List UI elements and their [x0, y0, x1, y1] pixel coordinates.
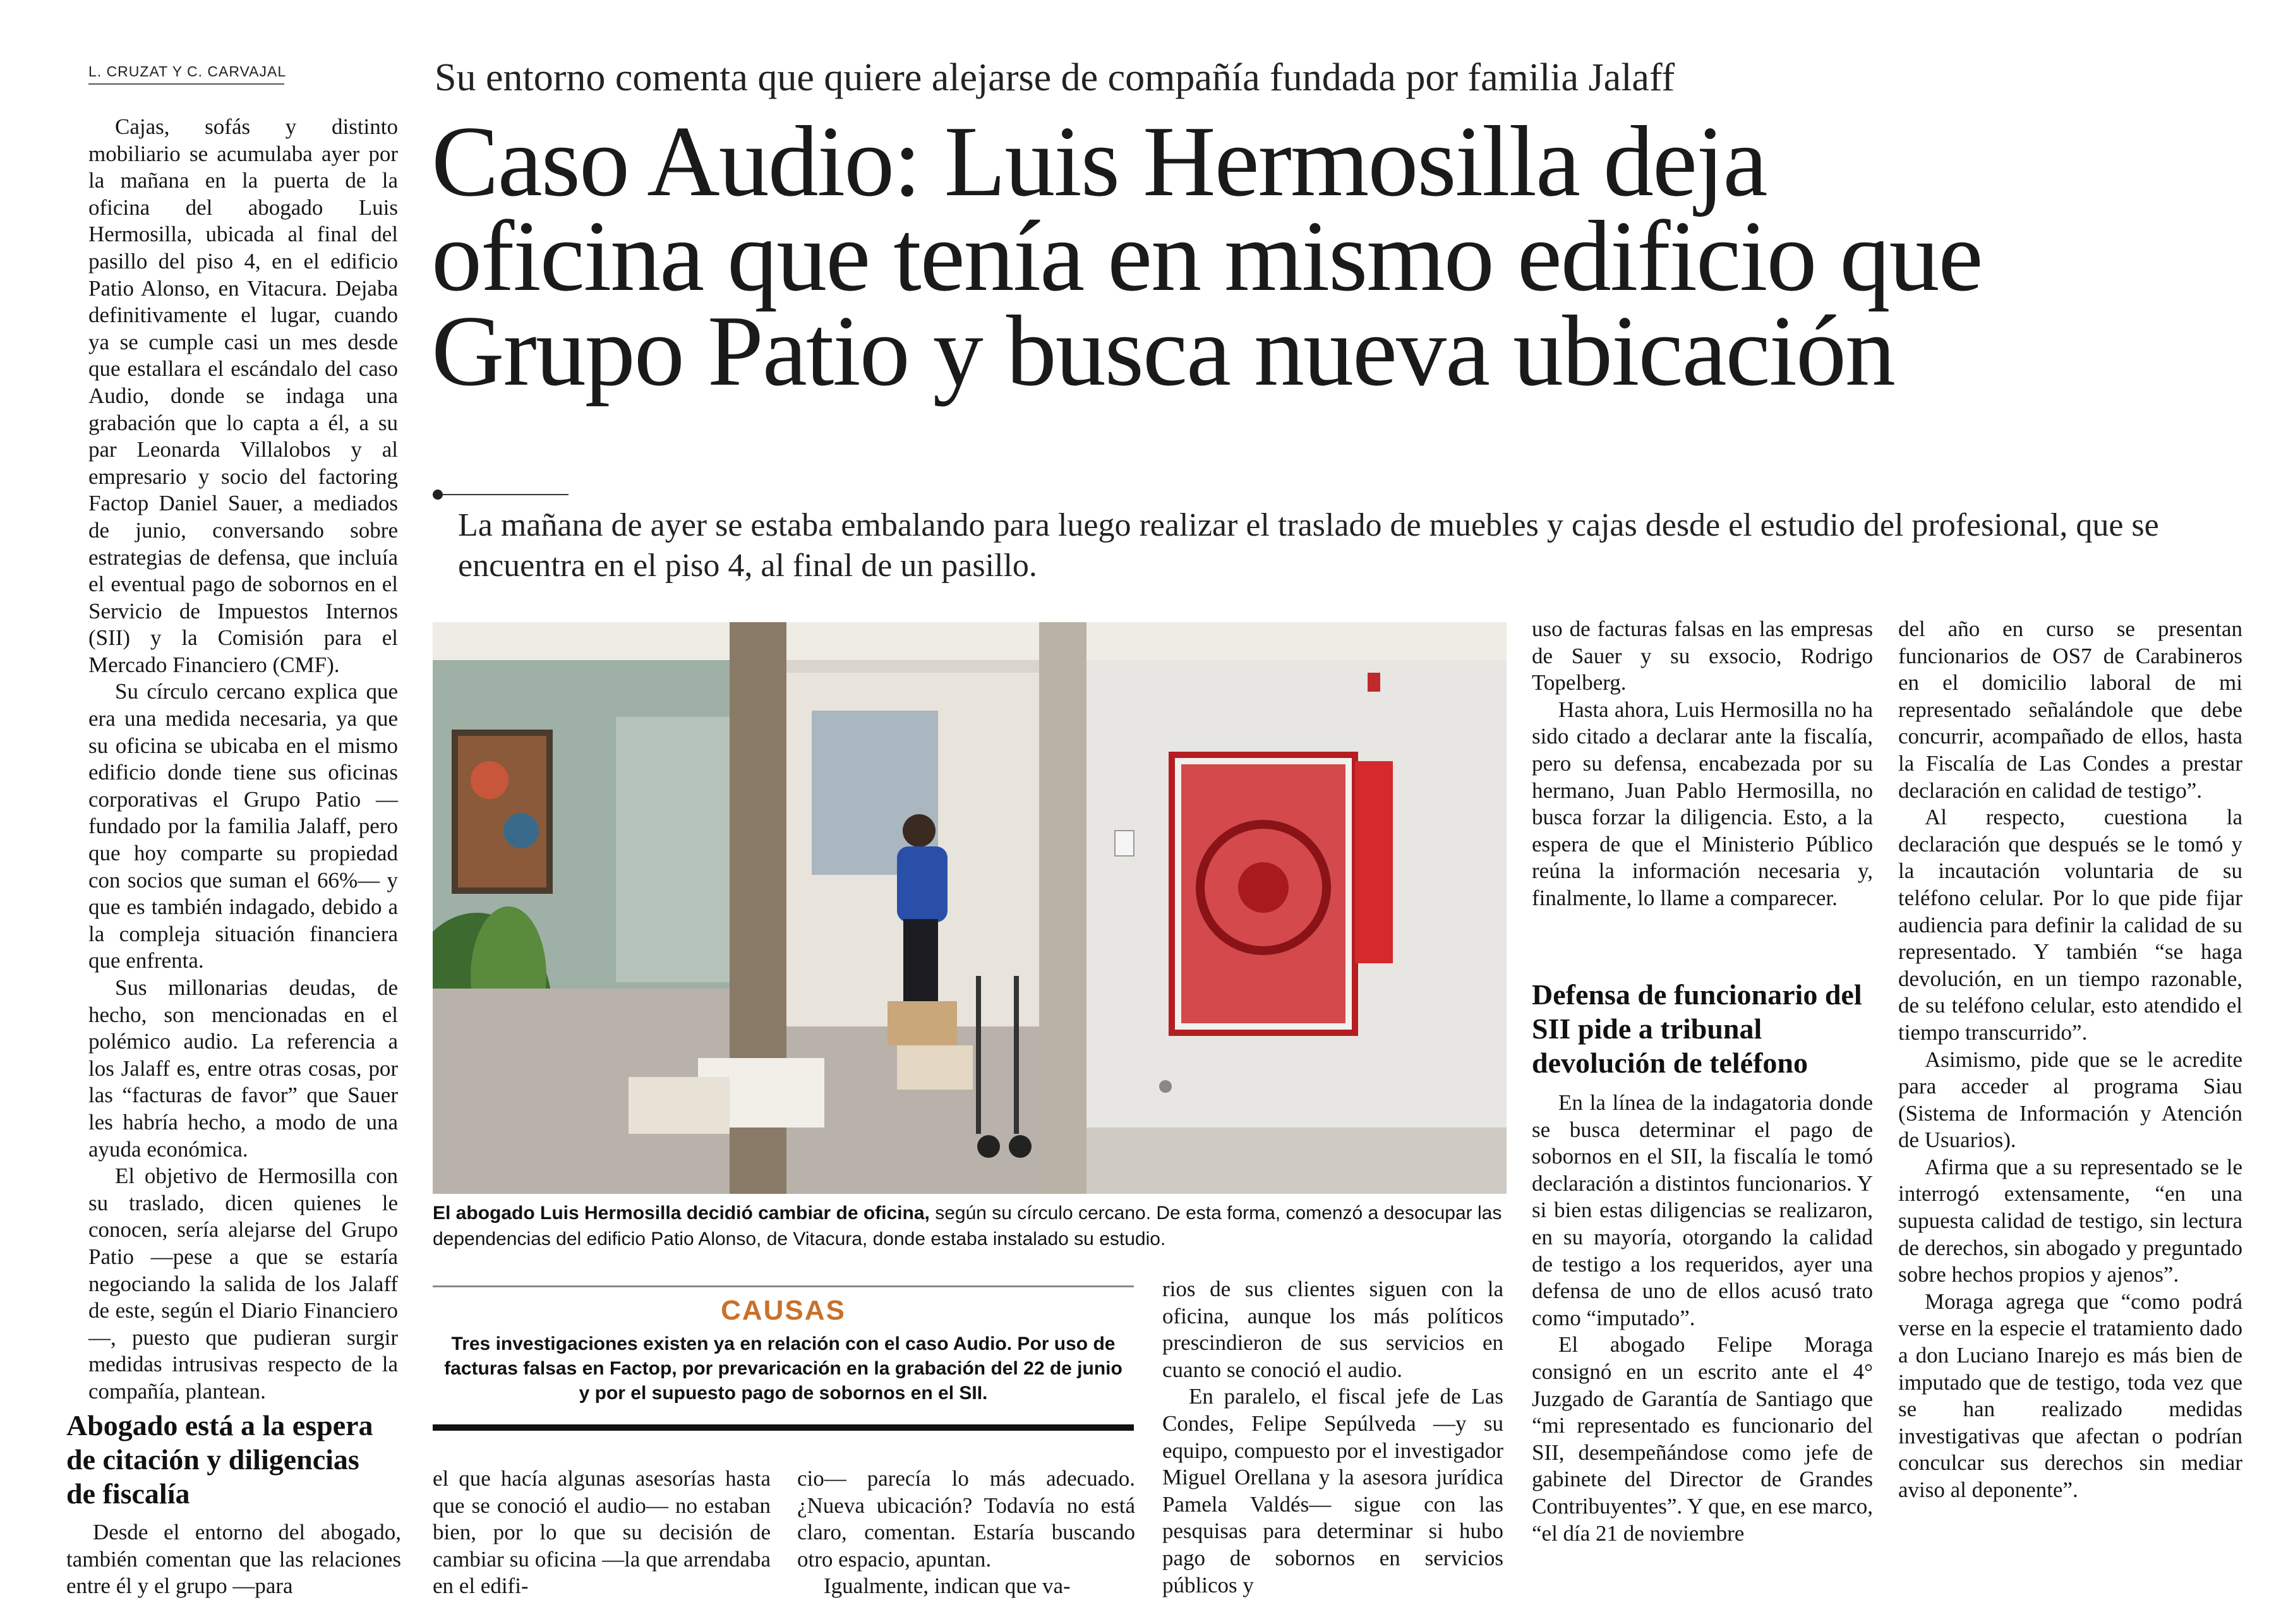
- office-photo: [433, 622, 1507, 1194]
- caption-lead: El abogado Luis Hermosilla decidió cambiar de oficina,: [433, 1203, 930, 1224]
- paragraph: El abogado Felipe Moraga consignó en un escrito ante el 4° Juzgado de Garantía de Santiago que “mi representado es funcionario del SII, desempeñándose como jefe de gabinete del Director de Grandes Contribuyentes”. Y que, en ese marco, “el día 21 de noviembre: [1532, 1332, 1873, 1546]
- causas-title: CAUSAS: [721, 1295, 846, 1326]
- paragraph: rios de sus clientes siguen con la oficina, aunque los más políticos prescindieron de sus servicios en cuanto se conoció el audio.: [1162, 1277, 1503, 1382]
- column-1: [88, 114, 398, 1405]
- column-4: [1162, 1276, 1503, 1599]
- headline-line: Caso Audio: Luis Hermosilla deja: [431, 105, 1767, 217]
- causas-top-rule: [433, 1285, 1134, 1287]
- paragraph: Desde el entorno del abogado, también comentan que las relaciones entre él y el grupo —para: [66, 1520, 401, 1599]
- paragraph: uso de facturas falsas en las empresas de Sauer y su exsocio, Rodrigo Topelberg.: [1532, 617, 1873, 695]
- causas-body: Tres investigaciones existen ya en relación con el caso Audio. Por uso de facturas falsas en Factop, por prevaricación en la grabación del 22 de junio y por el supuesto pago de sobornos en el SII.: [444, 1333, 1122, 1404]
- column-2: [433, 1465, 771, 1600]
- paragraph: Su círculo cercano explica que era una medida necesaria, ya que su oficina se ubicaba en el mismo edificio donde tiene sus oficinas corporativas el Grupo Patio —fundado por la familia Jalaff, pero que hoy comparte su propiedad con socios que suman el 66%— y que es también indagado, debido a la compleja situación financiera que enfrenta.: [88, 679, 398, 973]
- column-3: [797, 1465, 1135, 1600]
- byline-rule: [88, 83, 284, 85]
- paragraph: Al respecto, cuestiona la declaración que después se le tomó y la incautación voluntaria de su teléfono celular. Por lo que pide fijar audiencia para definir la calidad de su representado. Y también “se haga devolución, en un tiempo razonable, de su teléfono celular, esto atendido el tiempo transcurrido”.: [1898, 805, 2242, 1045]
- column-5: [1532, 616, 1873, 912]
- paragraph: cio— parecía lo más adecuado. ¿Nueva ubicación? Todavía no está claro, comentan. Estaría buscando otro espacio, apuntan.: [797, 1466, 1135, 1572]
- byline: L. CRUZAT Y C. CARVAJAL: [88, 63, 287, 80]
- bullet-dot: [433, 490, 443, 500]
- paragraph: En la línea de la indagatoria donde se busca determinar el pago de sobornos en el SII, la fiscalía le tomó declaración a distintos funcionarios. Y si bien estas diligencias se realizaron, en su mayoría, otorgando la calidad de testigo a los requeridos, ayer una defensa de uno de ellos acusó trato como “imputado”.: [1532, 1090, 1873, 1330]
- causas-bottom-rule: [433, 1424, 1134, 1431]
- column-6: [1898, 616, 2242, 1504]
- office-photo-icon: [433, 622, 1507, 1194]
- subhead-defensa: Defensa de funcionario del SII pide a tribunal devolución de teléfono: [1532, 978, 1862, 1079]
- subhead-abogado: Abogado está a la espera de citación y diligencias de fiscalía: [66, 1409, 373, 1510]
- deck-rule: [442, 494, 569, 495]
- paragraph: El objetivo de Hermosilla con su traslado, dicen quienes le conocen, sería alejarse del Grupo Patio —pese a que se estaría negociando la salida de los Jalaff de este, según el Diario Financiero—, puesto que pudieran surgir medidas intrusivas respecto de la compañía, plantean.: [88, 1164, 398, 1404]
- column-5-bottom: [1532, 1090, 1873, 1547]
- headline-line: Grupo Patio y busca nueva ubicación: [431, 294, 1895, 407]
- paragraph: Igualmente, indican que va-: [824, 1573, 1071, 1599]
- headline: [431, 105, 2276, 407]
- paragraph: Moraga agrega que “como podrá verse en la especie el tratamiento dado a don Luciano Inarejo es más bien de imputado que de testigo, toda vez que se han realizado medidas investigativas que afectan o podrían conculcar sus derechos sin mediar aviso al deponente”.: [1898, 1289, 2242, 1502]
- column-1-bottom: [66, 1519, 401, 1600]
- photo-caption: [433, 1200, 1507, 1252]
- paragraph: Cajas, sofás y distinto mobiliario se acumulaba ayer por la mañana en la puerta de la oficina del abogado Luis Hermosilla, ubicada al final del pasillo del piso 4, en el edificio Patio Alonso, en Vitacura. Dejaba definitivamente el lugar, cuando ya se cumple casi un mes desde que estallara el escándalo del caso Audio, donde se indaga una grabación que lo capta a él, a su par Leonarda Villalobos y al empresario y socio del factoring Factop Daniel Sauer, a mediados de junio, conversando sobre estrategias de defensa, que incluía el eventual pago de sobornos en el Servicio de Impuestos Internos (SII) y la Comisión para el Mercado Financiero (CMF).: [88, 114, 398, 677]
- paragraph: Sus millonarias deudas, de hecho, son mencionadas en el polémico audio. La referencia a los Jalaff es, entre otras cosas, por las “facturas de favor” que Sauer les habría hecho, a modo de una ayuda económica.: [88, 975, 398, 1162]
- deck: La mañana de ayer se estaba embalando para luego realizar el traslado de muebles y cajas desde el estudio del profesional, que se encuentra en el piso 4, al final de un pasillo.: [458, 507, 2159, 584]
- caption-text: según su círculo cercano. De esta forma, comenzó a desocupar las dependencias del edificio Patio Alonso, de Vitacura, donde estaba instalado su estudio.: [433, 1203, 1502, 1249]
- paragraph: En paralelo, el fiscal jefe de Las Condes, Felipe Sepúlveda —y su equipo, compuesto por el investigador Miguel Orellana y la asesora jurídica Pamela Valdés— sigue con las pesquisas para determinar si hubo pago de sobornos en servicios públicos y: [1162, 1384, 1503, 1597]
- paragraph: Afirma que a su representado se le interrogó extensamente, “en una supuesta calidad de testigo, sin lectura de derechos, sin abogado y preguntado sobre hechos propios y ajenos”.: [1898, 1154, 2242, 1287]
- paragraph: Asimismo, pide que se le acredite para acceder al programa Siau (Sistema de Información y Atención de Usuarios).: [1898, 1047, 2242, 1153]
- paragraph: el que hacía algunas asesorías hasta que se conoció el audio— no estaban bien, por lo que su decisión de cambiar su oficina —la que arrendaba en el edifi-: [433, 1466, 771, 1599]
- headline-line: oficina que tenía en mismo edificio que: [431, 200, 1982, 312]
- paragraph: del año en curso se presentan funcionarios de OS7 de Carabineros en el domicilio laboral de mi representado señalándole que debe concurrir, acompañado de ellos, hasta la Fiscalía de Las Condes a prestar declaración en calidad de testigo”.: [1898, 617, 2242, 803]
- paragraph: Hasta ahora, Luis Hermosilla no ha sido citado a declarar ante la fiscalía, pero su defensa, encabezada por su hermano, Juan Pablo Hermosilla, no busca forzar la diligencia. Esto, a la espera de que el Ministerio Público reúna la información necesaria y, finalmente, lo llame a comparecer.: [1532, 697, 1873, 910]
- kicker: Su entorno comenta que quiere alejarse de compañía fundada por familia Jalaff: [435, 56, 1675, 99]
